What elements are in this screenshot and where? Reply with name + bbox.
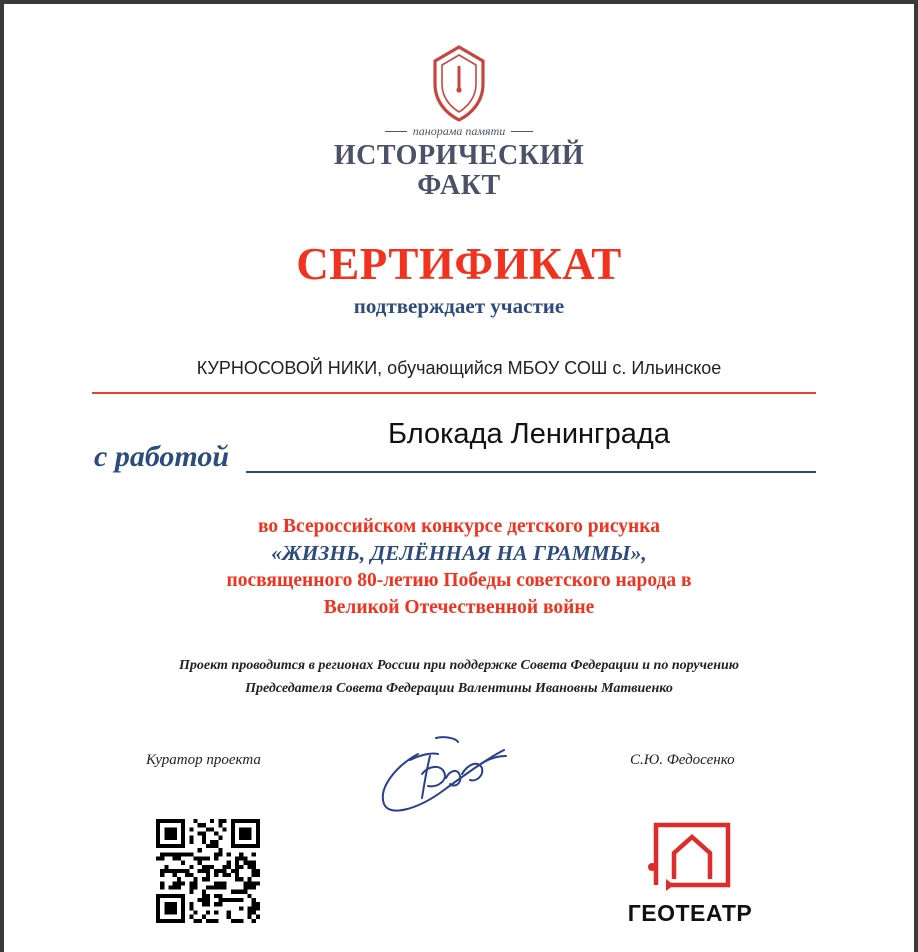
certificate-subtitle: подтверждает участие xyxy=(353,294,565,318)
curator-name: С.Ю. Федосенко xyxy=(630,752,735,768)
tagline-dash-left xyxy=(385,131,407,132)
project-note-line1: Проект проводится в регионах России при поддержке Совета Федерации и по поручению xyxy=(179,658,739,673)
qr-code-image xyxy=(156,819,260,923)
participant-underline xyxy=(92,392,816,394)
contest-name: «ЖИЗНЬ, ДЕЛЁННАЯ НА ГРАММЫ», xyxy=(271,541,647,565)
geotheatre-logo-icon xyxy=(644,819,736,895)
contest-line3: посвященного 80-летию Победы советского народа в xyxy=(226,570,692,591)
participant-name: КУРНОСОВОЙ НИКИ, обучающийся МБОУ СОШ с. Ильинское xyxy=(196,358,722,378)
contest-line1: во Всероссийском конкурсе детского рисунка xyxy=(258,516,660,537)
tagline-dash-right xyxy=(511,131,533,132)
curator-label: Куратор проекта xyxy=(146,752,261,768)
logo-title-line2: ФАКТ xyxy=(417,170,501,201)
with-work-label: с работой xyxy=(94,440,230,473)
logo-title-line1: ИСТОРИЧЕСКИЙ xyxy=(333,140,585,171)
shield-logo-icon xyxy=(431,44,487,122)
certificate-title: СЕРТИФИКАТ xyxy=(296,239,622,289)
contest-line4: Великой Отечественной войне xyxy=(323,597,595,618)
geotheatre-name: ГЕОТЕАТР xyxy=(627,900,753,926)
logo-tagline-text: панорама памяти xyxy=(412,124,506,138)
logo-title xyxy=(4,141,914,201)
certificate-page xyxy=(4,4,914,952)
project-note-line2: Председателя Совета Федерации Валентины Ивановны Матвиенко xyxy=(245,681,673,696)
contest-description xyxy=(4,513,914,621)
work-underline xyxy=(246,471,816,473)
work-title: Блокада Ленинграда xyxy=(388,418,670,450)
signature-image xyxy=(366,726,516,822)
logo-tagline xyxy=(4,124,914,139)
project-note xyxy=(4,654,914,700)
